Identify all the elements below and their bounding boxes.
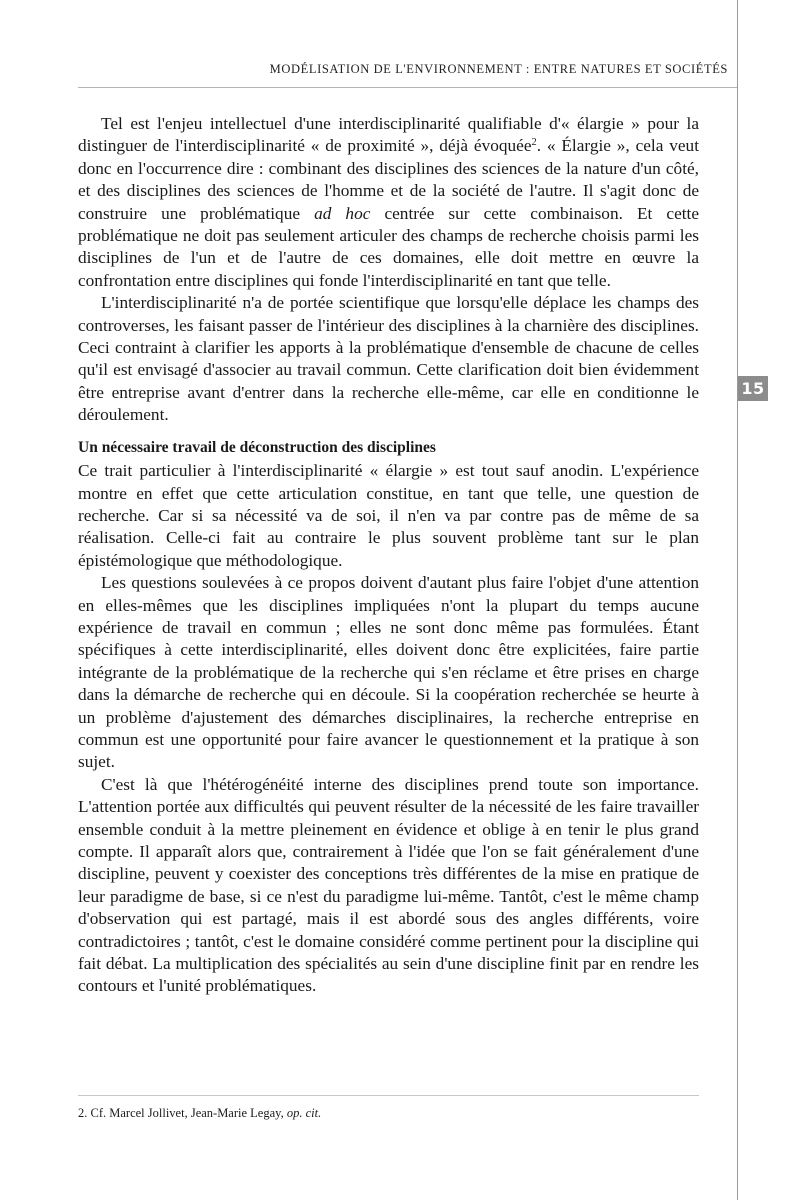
footnote-rule [78, 1095, 699, 1096]
footnote-ref: 2 [531, 137, 537, 149]
paragraph-2: L'interdisciplinarité n'a de portée scientifique que lorsqu'elle déplace les champs des controverses, les faisant passer de l'intérieur des disciplines à la charnière des disciplines. Ceci contraint à clarifier les apports à la problématique d'ensemble de chacune de celles qu'il est envisagé d'associer au travail commun. Cette clarification doit bien évidemment être entreprise avant d'entrer dans la recherche elle-même, car elle en conditionne le déroulement. [78, 293, 699, 425]
running-header: MODÉLISATION DE L'ENVIRONNEMENT : ENTRE NATURES ET SOCIÉTÉS [269, 62, 728, 76]
body-text [78, 113, 699, 998]
footnote: 2. Cf. Marcel Jollivet, Jean-Marie Legay, op. cit. [78, 1106, 322, 1120]
paragraph-3: Ce trait particulier à l'interdisciplinarité « élargie » est tout sauf anodin. L'expérience montre en effet que cette articulation constitue, en tant que telle, une question de recherche. Car si sa nécessité va de soi, il n'en va par contre pas de même de sa réalisation. Celle-ci fait au contraire le plus souvent problème tant sur le plan épistémologique que méthodologique. [78, 461, 699, 570]
header-rule [78, 87, 737, 88]
paragraph-5: C'est là que l'hétérogénéité interne des disciplines prend toute son importance. L'attention portée aux difficultés qui peuvent résulter de la nécessité de les faire travailler ensemble conduit à la mettre pleinement en évidence et oblige à en tenir le plus grand compte. Il apparaît alors que, contrairement à l'idée que l'on se fait généralement d'une discipline, peuvent y coexister des conceptions très différentes de la mise en pratique de leur paradigme de base, si ce n'est du paradigme lui-même. Tantôt, c'est le même champ d'observation qui est partagé, mais il est abordé sous des angles différents, voire contradictoires ; tantôt, c'est le domaine considéré comme pertinent pour la discipline qui fait débat. La multiplication des spécialités au sein d'une discipline finit par en rendre les contours et l'unité problématiques. [78, 774, 699, 996]
section-heading: Un nécessaire travail de déconstruction des disciplines [78, 438, 436, 456]
paragraph-1: Tel est l'enjeu intellectuel d'une interdisciplinarité qualifiable d'« élargie » pour la distinguer de l'interdisciplinarité « de proximité », déjà évoquée$^2$. « Élargie », cela veut donc en l'occurrence dire : combinant des disciplines des sciences de la nature d'un côté, et des disciplines des sciences de l'homme et de la société de l'autre. Il s'agit donc de construire une problématique ad hoc centrée sur cette combinaison. Et cette problématique ne doit pas seulement articuler des champs de recherche choisis parmi les disciplines de l'un et de l'autre de ces domaines, elle doit mettre en œuvre la confrontation entre disciplines qui fonde l'interdisciplinarité en tant que telle. [78, 114, 700, 290]
right-margin-rule [737, 0, 738, 1200]
page-number: 15 [738, 376, 768, 401]
paragraph-4: Les questions soulevées à ce propos doivent d'autant plus faire l'objet d'une attention en elles-mêmes que les disciplines impliquées n'ont la plupart du temps aucune expérience de travail en commun ; elles ne sont donc même pas formulées. Étant spécifiques à cette interdisciplinarité, elles doivent donc être explicitées, faire partie intégrante de la problématique de la recherche qui s'en réclame et être prises en charge dans la démarche de recherche qui en découle. Si la coopération recherchée se heurte à un problème d'ajustement des démarches disciplinaires, la recherche entreprise en commun est une opportunité pour faire avancer le questionnement et la pratique à son sujet. [78, 573, 699, 772]
